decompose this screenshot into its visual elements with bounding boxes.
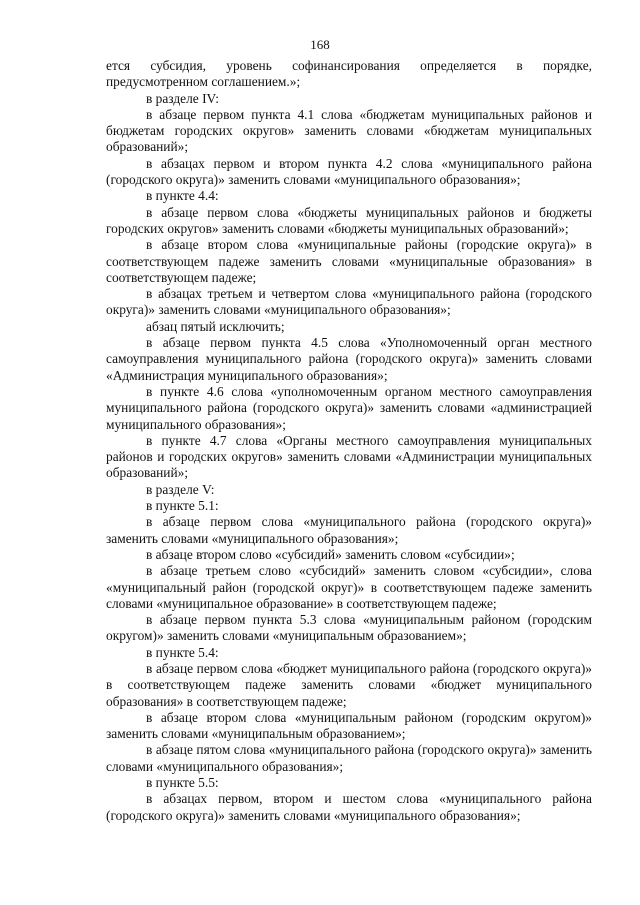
page-number: 168 [310, 37, 330, 52]
paragraph: в разделе V: [146, 481, 215, 497]
paragraph: в абзаце первом слова «бюджет муниципального района (городского округа)» в соответствующем падеже заменить словами «бюджет муниципального образования» в соответствующем падеже; [106, 660, 592, 709]
paragraph: в абзаце первом пункта 4.1 слова «бюджетам муниципальных районов и бюджетам городских округов» заменить словами «бюджетам муниципальных образований»; [106, 106, 592, 155]
paragraph: в пункте 4.6 слова «уполномоченным органом местного самоуправления муниципального района (городского округа)» заменить словами «администрацией муниципального образования»; [106, 383, 592, 432]
paragraph: в пункте 5.4: [146, 644, 219, 660]
paragraph: ется субсидия, уровень софинансирования определяется в порядке, предусмотренном соглашением.»; [106, 58, 592, 90]
paragraph: в абзаце третьем слово «субсидий» заменить словом «субсидии», слова «муниципальный район (городской округ)» в соответствующем падеже заменить словами «муниципальное образование» в соответствующем падеже; [106, 563, 592, 611]
paragraph: в абзаце втором слово «субсидий» заменить словом «субсидии»; [146, 546, 515, 562]
paragraph: в пункте 4.4: [146, 188, 219, 204]
paragraph: в абзаце первом пункта 4.5 слова «Уполномоченный орган местного самоуправления муниципального района (городского округа)» заменить словами «Администрация муниципального образования»; [106, 335, 592, 383]
paragraph: в абзаце первом пункта 5.3 слова «муниципальным районом (городским округом)» заменить словами «муниципальным образованием»; [106, 612, 592, 644]
paragraph: в абзаце втором слова «муниципальным районом (городским округом)» заменить словами «муниципальным образованием»; [106, 709, 592, 742]
paragraph: в разделе IV: [146, 90, 219, 106]
paragraph: в пункте 5.5: [146, 775, 219, 791]
paragraph: в абзаце втором слова «муниципальные районы (городские округа)» в соответствующем падеже заменить словами «муниципальные образования» в соответствующем падеже; [106, 237, 592, 285]
paragraph: в абзацах третьем и четвертом слова «муниципального района (городского округа)» заменить словами «муниципального образования»; [106, 286, 592, 318]
paragraph: в абзацах первом и втором пункта 4.2 слова «муниципального района (городского округа)» заменить словами «муниципального образования»; [106, 155, 592, 188]
paragraph: в пункте 4.7 слова «Органы местного самоуправления муниципальных районов и городских округов» заменить словами «Администрации муниципальных образований»; [106, 432, 592, 481]
document-body [106, 58, 592, 824]
paragraph: в пункте 5.1: [146, 498, 219, 514]
paragraph: в абзацах первом, втором и шестом слова «муниципального района (городского округа)» заменить словами «муниципального образования»; [106, 791, 592, 823]
paragraph: в абзаце первом слова «муниципального района (городского округа)» заменить словами «муниципального образования»; [106, 514, 592, 546]
paragraph: в абзаце пятом слова «муниципального района (городского округа)» заменить словами «муниципального образования»; [106, 742, 592, 774]
paragraph: абзац пятый исключить; [146, 318, 285, 334]
paragraph: в абзаце первом слова «бюджеты муниципальных районов и бюджеты городских округов» заменить словами «бюджеты муниципальных образований»; [106, 204, 592, 236]
